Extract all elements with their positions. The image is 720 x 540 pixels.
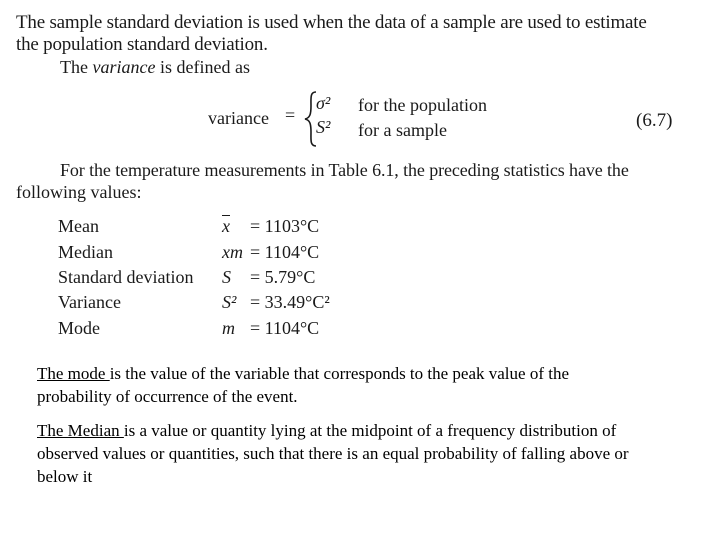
paragraph-2-line-1: For the temperature measurements in Table 6.1, the preceding statistics have the — [60, 160, 629, 180]
median-term: The Median — [37, 421, 124, 440]
stat-label-variance: Variance — [58, 292, 121, 312]
population-case-text: for the population — [358, 95, 487, 115]
equation-lhs: variance — [208, 108, 269, 128]
population-symbol: σ² — [316, 93, 331, 113]
mode-term: The mode — [37, 364, 110, 383]
median-definition-text: is a value or quantity lying at the midpoint of a frequency distribution of observed values or quantities, such that there is an equal probability of falling above or below it — [37, 421, 629, 486]
equation-equals: = — [285, 105, 296, 125]
stat-label-mode: Mode — [58, 318, 100, 338]
stat-symbol-median: xm — [222, 242, 243, 262]
stat-label-standard-deviation: Standard deviation — [58, 267, 194, 287]
mode-definition-text: is the value of the variable that corresponds to the peak value of the probability of occurrence of the event. — [37, 364, 570, 406]
intro-line-1: The sample standard deviation is used when the data of a sample are used to estimate — [16, 12, 647, 33]
mode-definition — [37, 362, 637, 408]
stat-label-median: Median — [58, 242, 113, 262]
sample-symbol: S² — [316, 117, 331, 137]
stat-value-mode: = 1104°C — [250, 318, 320, 338]
equation-number: (6.7) — [636, 110, 673, 131]
paragraph-2-line-2: following values: — [16, 182, 142, 202]
stat-symbol-variance: S² — [222, 292, 237, 312]
sample-case-text: for a sample — [358, 120, 447, 140]
stat-label-mean: Mean — [58, 216, 99, 236]
definitions-block — [37, 362, 637, 499]
stat-symbol-mean: $\overline{x}$ — [222, 216, 230, 236]
intro-line-3-prefix: The — [60, 57, 93, 77]
stat-value-variance: = 33.49°C² — [250, 292, 330, 312]
stat-value-standard-deviation: = 5.79°C — [250, 267, 316, 287]
median-definition — [37, 419, 637, 488]
stat-value-mean: = 1103°C — [250, 216, 320, 236]
stat-symbol-standard-deviation: S — [222, 267, 231, 287]
intro-line-2: the population standard deviation. — [16, 34, 268, 55]
stat-symbol-mode: m — [222, 318, 235, 338]
intro-line-3-suffix: is defined as — [155, 57, 250, 77]
stat-value-median: = 1104°C — [250, 242, 320, 262]
intro-line-3 — [60, 57, 250, 78]
variance-term: variance — [92, 57, 156, 77]
